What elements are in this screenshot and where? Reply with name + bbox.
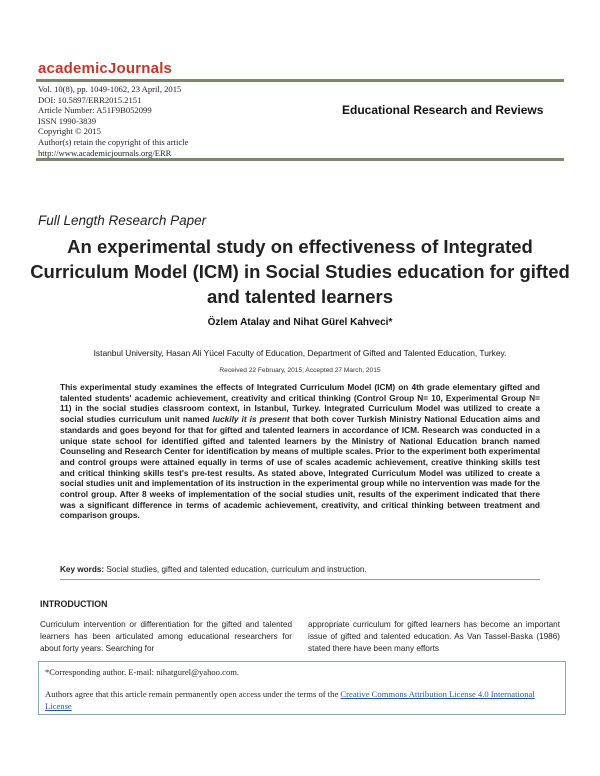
journal-logo — [38, 60, 172, 77]
intro-column-left: Curriculum intervention or differentiation for the gifted and talented learners has been articulated among educational researchers for about forty years. Searching for — [40, 620, 292, 653]
meta-author-rights: Author(s) retain the copyright of this article — [38, 136, 189, 147]
paper-title: An experimental study on effectiveness of Integrated Curriculum Model (ICM) in Social Studies education for gifted and talented learners — [30, 236, 570, 307]
journal-title: Educational Research and Reviews — [342, 103, 544, 117]
keywords-divider — [60, 579, 540, 580]
paper-type: Full Length Research Paper — [38, 213, 207, 228]
abstract-part-2: that both cover Turkish Ministry National Education aims and standards and goes beyond for that for gifted and talented learners in accordance of ICM. Research was conducted in a unique state school for identified gifted and talented learners by the Ministry of National Education branch named Counseling and Research Center for identification by means of multiple scales. Prior to the experiment both experimental and control groups were attained equally in terms of use of scales academic achievement, creative thinking skills test and critical thinking skills test's pre-test results. As stated above, Integrated Curriculum Model was utilized to create a social studies unit and implementation of its instruction in the experimental group while no intervention was made for the control group. After 8 weeks of implementation of the social studies unit, results of the experiment indicated that there was a significant difference in terms of academic achievement, creativity, and critical thinking between treatment and comparison groups. — [60, 414, 541, 521]
header-divider-top — [36, 79, 564, 82]
intro-column-right: appropriate curriculum for gifted learners has become an important issue of gifted and talented education. As Van Tassel-Baska (1986) stated there have been many efforts — [308, 620, 560, 653]
meta-article-number: Article Number: A51F9B052099 — [38, 105, 152, 116]
affiliation: Istanbul University, Hasan Ali Yücel Faculty of Education, Department of Gifted and Talented Education, Turkey. — [93, 348, 507, 358]
keywords-label: Key words: — [60, 565, 105, 574]
license-statement — [45, 688, 559, 712]
received-accepted-dates: Received 22 February, 2015; Accepted 27 March, 2015 — [219, 367, 381, 374]
abstract-italic: luckily it is present — [212, 414, 290, 425]
meta-issn: ISSN 1990-3839 — [38, 115, 97, 126]
footnote-box — [38, 661, 566, 715]
abstract — [60, 382, 540, 521]
logo-text-academic: academic — [38, 60, 108, 77]
meta-doi: DOI: 10.5897/ERR2015.2151 — [38, 94, 142, 105]
meta-copyright: Copyright © 2015 — [38, 126, 101, 137]
keywords — [60, 565, 540, 574]
authors: Özlem Atalay and Nihat Gürel Kahveci* — [207, 317, 393, 328]
logo-text-journals: Journals — [107, 60, 173, 77]
meta-url: http://www.academicjournals.org/ERR — [38, 147, 172, 158]
keywords-text: Social studies, gifted and talented education, curriculum and instruction. — [104, 565, 367, 574]
corresponding-author: *Corresponding author. E-mail: nihatgurel@yahoo.com. — [45, 667, 240, 677]
header-divider-bottom — [36, 158, 564, 161]
license-link[interactable]: Creative Commons Attribution License 4.0 International License — [45, 689, 535, 711]
article-metadata — [38, 84, 298, 158]
abstract-part-1: This experimental study examines the effects of Integrated Curriculum Model (ICM) on 4th grade elementary gifted and talented students' academic achievement, creativity and critical thinking (Control Group N= 10, Experimental Group N= 11) in the social studies classroom context, in Istanbul, Turkey. Integrated Curriculum Model was utilized to create a social studies curriculum unit named — [60, 382, 540, 425]
license-text: Authors agree that this article remain permanently open access under the terms of the — [45, 689, 341, 699]
section-heading-introduction: INTRODUCTION — [40, 599, 108, 609]
meta-volume: Vol. 10(8), pp. 1049-1062, 23 April, 2015 — [38, 84, 182, 94]
